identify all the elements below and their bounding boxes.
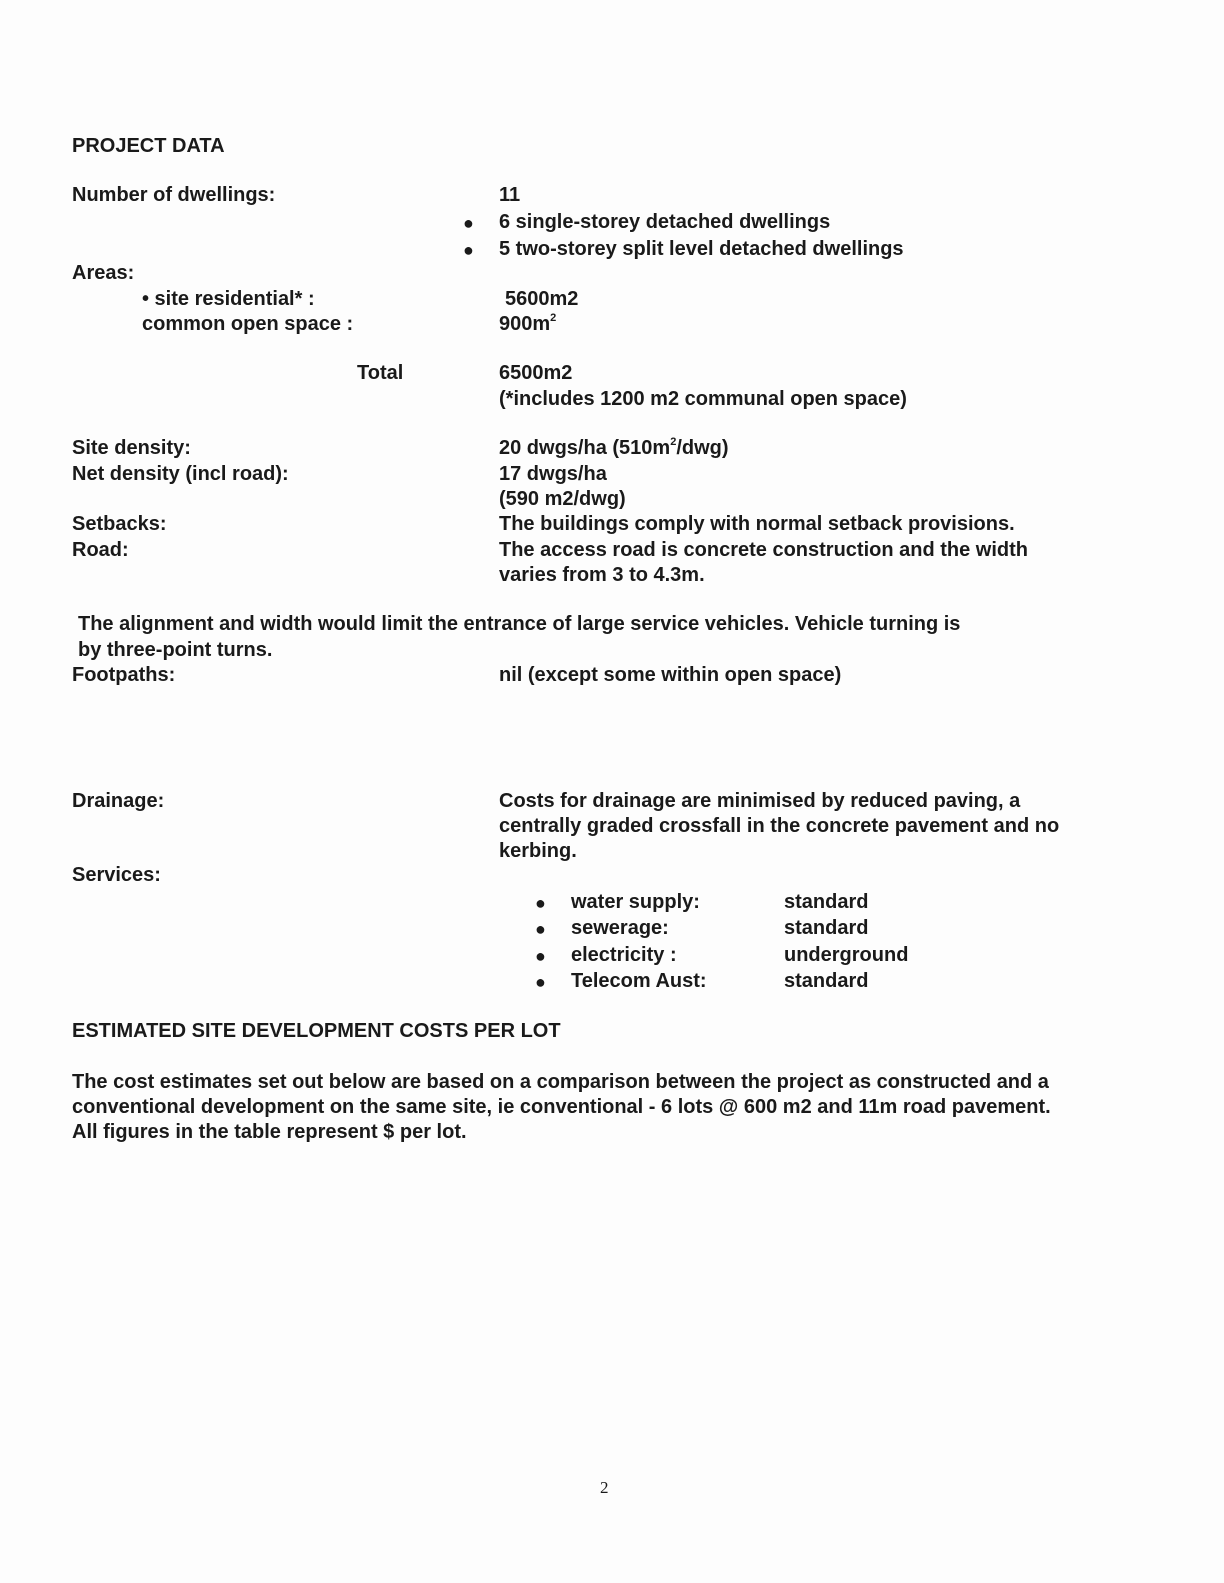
services-label: Services: — [72, 864, 161, 886]
site-residential-label: • site residential* : — [142, 288, 315, 310]
footpaths-label: Footpaths: — [72, 664, 176, 686]
page-number: 2 — [600, 1478, 609, 1497]
net-density-value-1: 17 dwgs/ha — [499, 463, 607, 485]
service-name-sewerage: sewerage: — [571, 917, 669, 939]
site-residential-value: 5600m2 — [505, 288, 579, 310]
site-density-post: /dwg) — [676, 437, 729, 459]
drainage-value-2: centrally graded crossfall in the concrete pavement and no — [499, 815, 1060, 837]
service-name-telecom: Telecom Aust: — [571, 970, 707, 992]
net-density-value-2: (590 m2/dwg) — [499, 488, 626, 510]
site-density-pre: 20 dwgs/ha (510m — [499, 437, 671, 459]
road-value-1: The access road is concrete construction and the width — [499, 539, 1029, 561]
net-density-label: Net density (incl road): — [72, 463, 289, 485]
site-density-value — [499, 438, 729, 458]
common-open-space-label: common open space : — [142, 313, 354, 335]
common-open-space-value — [499, 314, 556, 334]
road-label: Road: — [72, 539, 129, 561]
bullet-icon: ● — [463, 240, 474, 260]
project-data-heading: PROJECT DATA — [72, 135, 225, 157]
setbacks-label: Setbacks: — [72, 513, 167, 535]
site-density-label: Site density: — [72, 437, 191, 459]
dwellings-item-2: 5 two-storey split level detached dwellings — [499, 238, 904, 260]
total-label: Total — [357, 362, 404, 384]
bullet-icon: ● — [535, 972, 546, 992]
road-note-1: The alignment and width would limit the entrance of large service vehicles. Vehicle turning is — [78, 613, 961, 635]
service-name-water: water supply: — [571, 891, 700, 913]
setbacks-value: The buildings comply with normal setback provisions. — [499, 513, 1015, 535]
site-density-sup: 2 — [670, 436, 677, 448]
drainage-value-1: Costs for drainage are minimised by reduced paving, a — [499, 790, 1021, 812]
bullet-icon: ● — [463, 213, 474, 233]
costs-para-3: All figures in the table represent $ per lot. — [72, 1121, 467, 1143]
road-value-2: varies from 3 to 4.3m. — [499, 564, 705, 586]
costs-para-2: conventional development on the same site, ie conventional - 6 lots @ 600 m2 and 11m road pavement. — [72, 1096, 1051, 1118]
common-value-sup: 2 — [550, 312, 557, 324]
bullet-icon: ● — [535, 919, 546, 939]
total-note: (*includes 1200 m2 communal open space) — [499, 388, 907, 410]
costs-para-1: The cost estimates set out below are based on a comparison between the project as constructed and a — [72, 1071, 1049, 1093]
total-value: 6500m2 — [499, 362, 573, 384]
bullet-icon: ● — [535, 893, 546, 913]
footpaths-value: nil (except some within open space) — [499, 664, 842, 686]
areas-label: Areas: — [72, 262, 135, 284]
costs-heading: ESTIMATED SITE DEVELOPMENT COSTS PER LOT — [72, 1020, 561, 1042]
drainage-value-3: kerbing. — [499, 840, 577, 862]
dwellings-label: Number of dwellings: — [72, 184, 276, 206]
service-value-electricity: underground — [784, 944, 909, 966]
drainage-label: Drainage: — [72, 790, 165, 812]
bullet-icon: ● — [535, 946, 546, 966]
service-name-electricity: electricity : — [571, 944, 677, 966]
service-value-water: standard — [784, 891, 869, 913]
dwellings-value: 11 — [499, 184, 521, 206]
service-value-sewerage: standard — [784, 917, 869, 939]
dwellings-item-1: 6 single-storey detached dwellings — [499, 211, 831, 233]
service-value-telecom: standard — [784, 970, 869, 992]
common-value-text: 900m — [499, 313, 551, 335]
road-note-2: by three-point turns. — [78, 639, 273, 661]
